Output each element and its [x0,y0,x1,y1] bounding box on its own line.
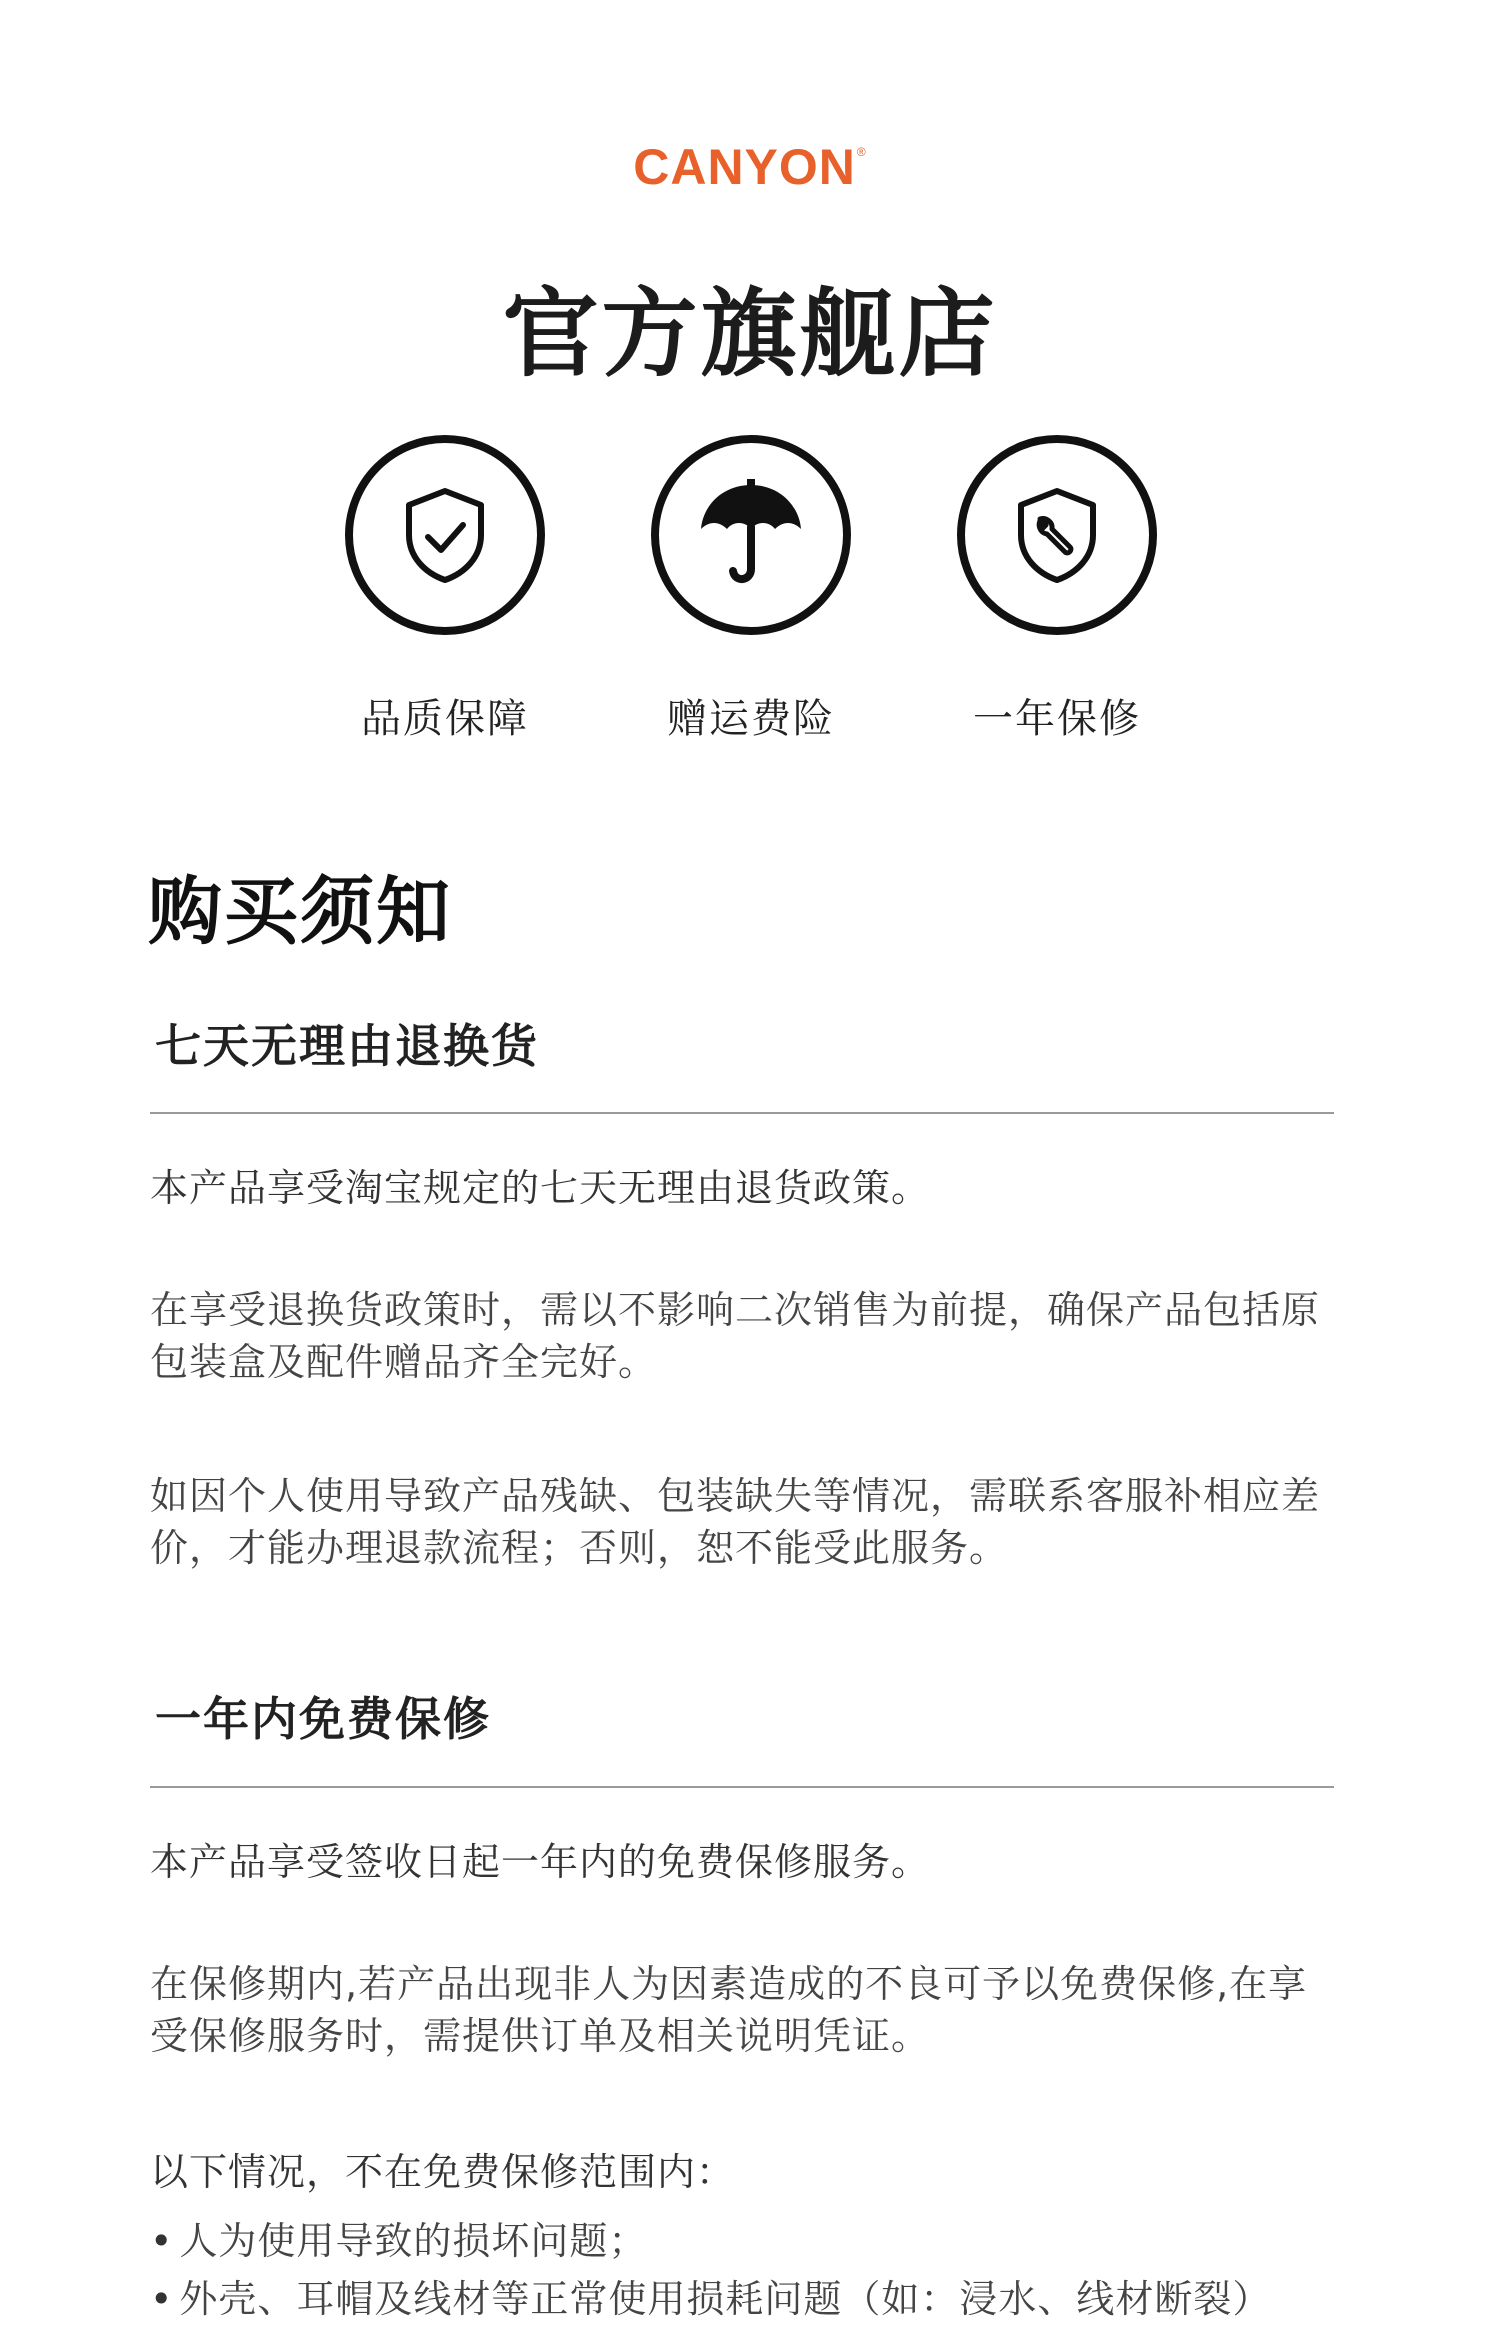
section-divider [150,1786,1334,1788]
badge-warranty [957,435,1157,744]
shield-wrench-icon [1013,485,1101,585]
return-paragraph: 如因个人使用导致产品残缺、包装缺失等情况，需联系客服补相应差价，才能办理退款流程；否则，恕不能受此服务。 [150,1474,1321,1570]
brand-name: CANYON [633,139,856,195]
badge-quality [345,435,545,744]
badge-ring [345,435,545,635]
exclusions-title: 以下情况，不在免费保修范围内： [150,2150,736,2194]
registered-mark: ® [856,145,867,159]
notice-title: 购买须知 [148,869,452,955]
exclusions-list [150,2212,1350,2328]
store-title: 官方旗舰店 [502,278,998,390]
badge-label: 品质保障 [361,696,529,742]
badge-ring [651,435,851,635]
badge-insurance [651,435,851,744]
section-heading-warranty: 一年内免费保修 [155,1692,491,1746]
service-badges [0,435,1500,742]
badge-label: 赠运费险 [667,696,835,742]
umbrella-icon [699,479,803,591]
list-item: • 人为使用导致的损坏问题； [150,2212,1350,2270]
section-heading-return: 七天无理由退换货 [155,1019,539,1073]
return-paragraph: 本产品享受淘宝规定的七天无理由退货政策。 [150,1166,931,1210]
shield-check-icon [401,485,489,585]
warranty-paragraph: 本产品享受签收日起一年内的免费保修服务。 [150,1840,931,1884]
badge-ring [957,435,1157,635]
badge-label: 一年保修 [973,696,1141,742]
return-paragraph: 在享受退换货政策时，需以不影响二次销售为前提，确保产品包括原包装盒及配件赠品齐全完好。 [150,1288,1321,1384]
list-item: • 外壳、耳帽及线材等正常使用损耗问题（如：浸水、线材断裂） [150,2270,1350,2328]
brand-logo [0,138,1500,196]
warranty-paragraph: 在保修期内,若产品出现非人为因素造成的不良可予以免费保修,在享受保修服务时，需提供订单及相关说明凭证。 [150,1962,1308,2058]
section-divider [150,1112,1334,1114]
